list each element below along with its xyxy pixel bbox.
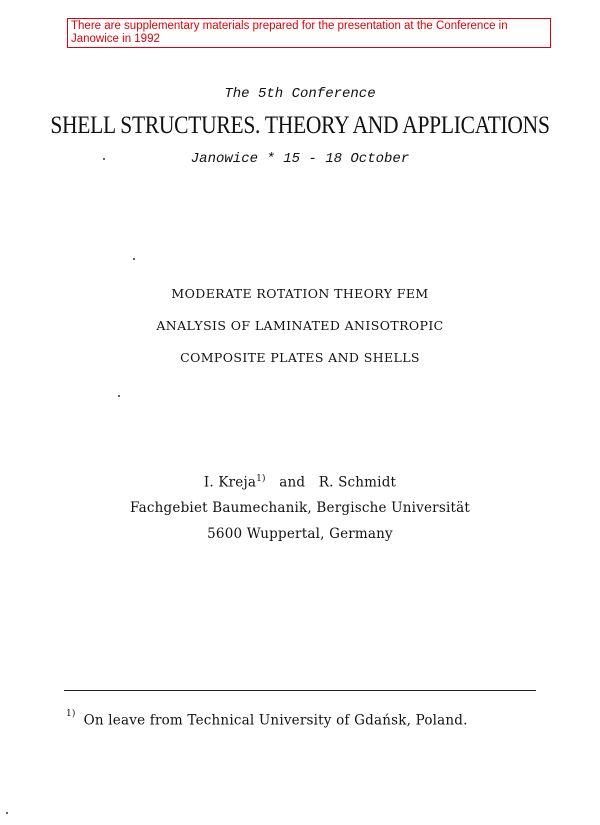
affiliation: Fachgebiet Baumechanik, Bergische Universität	[130, 500, 470, 516]
author-2: R. Schmidt	[318, 474, 397, 491]
author-connector: and	[279, 474, 306, 491]
scan-speck	[103, 158, 105, 160]
footnote-divider	[64, 690, 536, 691]
footnote-mark: 1)	[66, 709, 76, 719]
paper-title-line-3: COMPOSITE PLATES AND SHELLS	[180, 350, 420, 365]
supplementary-note	[67, 18, 551, 48]
scan-speck	[6, 812, 8, 814]
footnote	[66, 709, 468, 729]
author-1-footnote-mark: 1)	[256, 474, 266, 484]
authors-line	[0, 474, 600, 491]
paper-title-line-1: MODERATE ROTATION THEORY FEM	[171, 286, 429, 301]
author-1: I. Kreja	[203, 474, 257, 491]
scan-speck	[133, 258, 135, 260]
paper-title-line-2: ANALYSIS OF LAMINATED ANISOTROPIC	[156, 318, 444, 333]
supplementary-note-text: There are supplementary materials prepared for the presentation at the Conference in Janowice in 1992	[71, 20, 508, 45]
footnote-text: On leave from Technical University of Gdańsk, Poland.	[83, 712, 468, 729]
conference-number: The 5th Conference	[224, 86, 376, 102]
conference-title: SHELL STRUCTURES. THEORY AND APPLICATIONS	[50, 112, 550, 139]
address: 5600 Wuppertal, Germany	[207, 526, 393, 542]
conference-place-date: Janowice * 15 - 18 October	[190, 151, 410, 167]
scan-speck	[118, 395, 120, 397]
